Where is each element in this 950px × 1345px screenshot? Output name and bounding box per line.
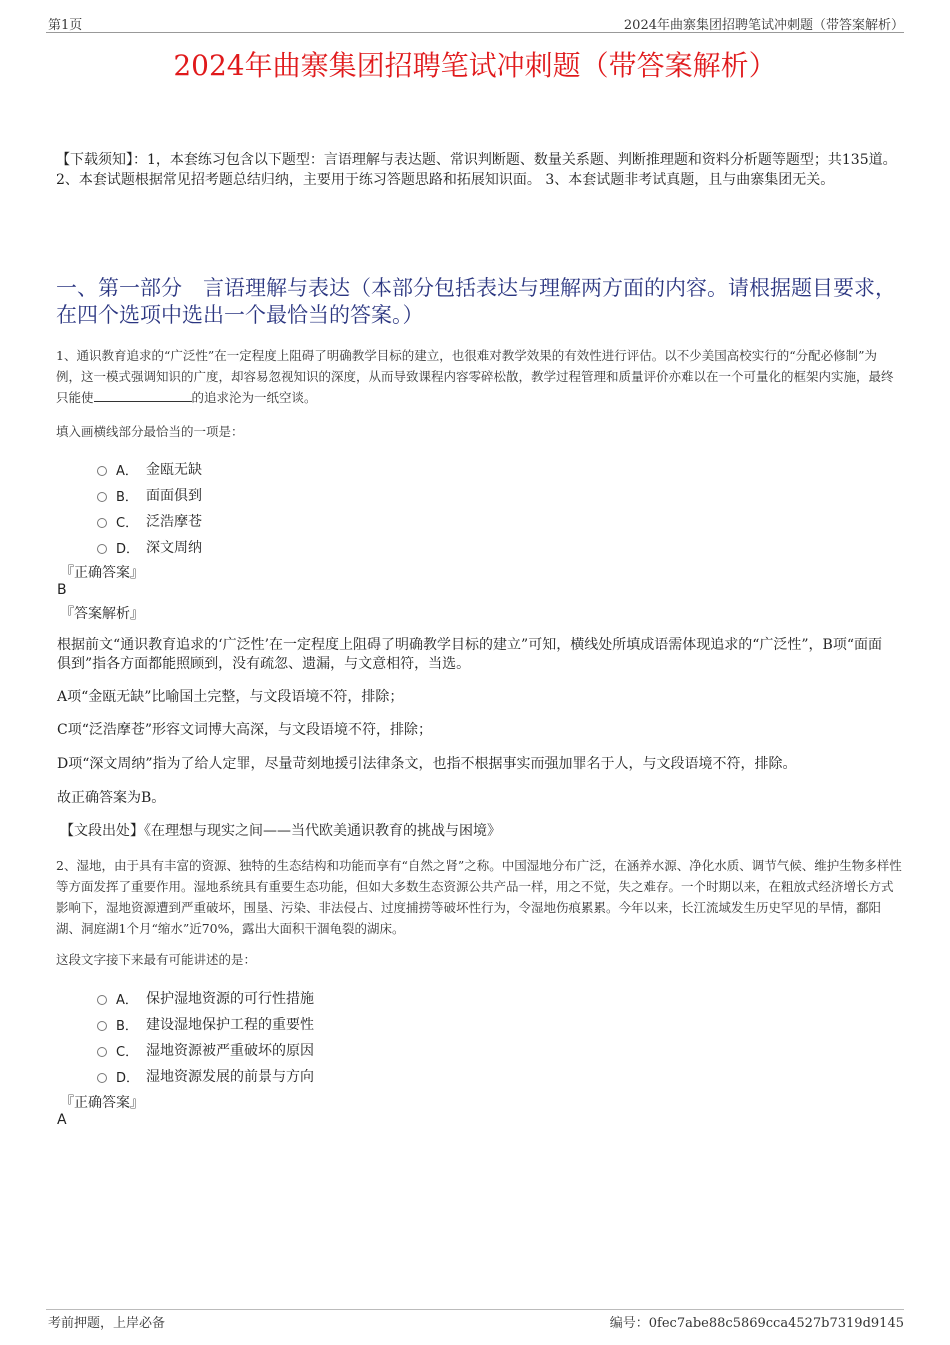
question-2-options	[97, 985, 314, 1089]
answer-value: A	[57, 1112, 67, 1128]
page-number: 第1页	[48, 18, 83, 33]
question-1-text: 1、通识教育追求的“广泛性”在一定程度上阻碍了明确教学目标的建立，也很难对教学效果的有效性进行评估。以不少美国高校实行的“分配必修制”为例，这一模式强调知识的广度，却容易忽视知识的深度，从而导致课程内容零碎松散，教学过程管理和质量评价亦难以在一个可量化的框架内实施，最终只能使	[56, 348, 894, 405]
question-1-stem	[56, 345, 902, 408]
analysis-paragraph: C项“泛浩摩苍”形容文词博大高深，与文段语境不符，排除；	[57, 722, 433, 738]
section-heading: 一、第一部分 言语理解与表达（本部分包括表达与理解两方面的内容。请根据题目要求，在四个选项中选出一个最恰当的答案。）	[56, 276, 896, 327]
question-2-prompt: 这段文字接下来最有可能讲述的是：	[56, 952, 257, 967]
radio-icon[interactable]	[97, 1047, 107, 1057]
analysis-conclusion: 故正确答案为B。	[57, 790, 166, 806]
page-title: 2024年曲寨集团招聘笔试冲刺题（带答案解析）	[173, 49, 777, 82]
radio-icon[interactable]	[97, 544, 107, 554]
radio-icon[interactable]	[97, 518, 107, 528]
fill-blank	[94, 389, 192, 402]
download-notice: 【下载须知】：1，本套练习包含以下题型：言语理解与表达题、常识判断题、数量关系题、判断推理题和资料分析题等题型；共135道。 2、本套试题根据常见招考题总结归纳，主要用于练习答题思路和拓展知识面。 3、本套试题非考试真题，且与曲寨集团无关。	[56, 152, 897, 188]
answer-label: 『正确答案』	[60, 565, 144, 581]
option-c[interactable]: C． 泛浩摩苍	[97, 508, 202, 534]
analysis-paragraph: A项“金瓯无缺”比喻国土完整，与文段语境不符，排除；	[57, 689, 404, 705]
option-d[interactable]: D． 深文周纳	[97, 534, 202, 560]
option-b[interactable]: B． 建设湿地保护工程的重要性	[97, 1011, 314, 1037]
analysis-label: 『答案解析』	[60, 606, 144, 622]
footer-slogan: 考前押题，上岸必备	[48, 1316, 166, 1331]
footer-code: 编号：0fec7abe88c5869cca4527b7319d9145	[609, 1316, 904, 1331]
answer-label: 『正确答案』	[60, 1095, 144, 1111]
footer-divider	[46, 1309, 904, 1310]
option-c[interactable]: C． 湿地资源被严重破坏的原因	[97, 1037, 314, 1063]
radio-icon[interactable]	[97, 492, 107, 502]
header-doc-title: 2024年曲寨集团招聘笔试冲刺题（带答案解析）	[623, 18, 904, 33]
option-d[interactable]: D． 湿地资源发展的前景与方向	[97, 1063, 314, 1089]
radio-icon[interactable]	[97, 1021, 107, 1031]
question-2-stem: 2、湿地，由于具有丰富的资源、独特的生态结构和功能而享有“自然之肾”之称。中国湿地分布广泛，在涵养水源、净化水质、调节气候、维护生物多样性等方面发挥了重要作用。湿地系统具有重要生态功能，但如大多数生态资源公共产品一样，用之不觉，失之难存。一个时期以来，在粗放式经济增长方式影响下，湿地资源遭到严重破坏，围垦、污染、非法侵占、过度捕捞等破坏性行为，令湿地伤痕累累。今年以来，长江流域发生历史罕见的旱情，鄱阳湖、洞庭湖1个月“缩水”近70%，露出大面积干涸龟裂的湖床。	[56, 858, 902, 936]
radio-icon[interactable]	[97, 1073, 107, 1083]
analysis-paragraph: 根据前文“通识教育追求的‘广泛性’在一定程度上阻碍了明确教学目标的建立”可知，横线处所填成语需体现追求的“广泛性”，B项“面面俱到”指各方面都能照顾到，没有疏忽、遗漏，与文意相符，当选。	[57, 637, 882, 672]
radio-icon[interactable]	[97, 995, 107, 1005]
source-citation: 【文段出处】《在理想与现实之间——当代欧美通识教育的挑战与困境》	[60, 823, 501, 839]
question-1-prompt: 填入画横线部分最恰当的一项是：	[56, 424, 244, 439]
analysis-paragraph: D项“深文周纳”指为了给人定罪，尽量苛刻地援引法律条文，也指不根据事实而强加罪名于人，与文段语境不符，排除。	[57, 756, 797, 772]
question-1-options	[97, 456, 202, 560]
header-divider	[46, 32, 904, 33]
answer-value: B	[57, 582, 67, 598]
option-a[interactable]: A． 保护湿地资源的可行性措施	[97, 985, 314, 1011]
question-1-text-end: 的追求沦为一纸空谈。	[191, 390, 317, 405]
option-b[interactable]: B． 面面俱到	[97, 482, 202, 508]
option-a[interactable]: A． 金瓯无缺	[97, 456, 202, 482]
radio-icon[interactable]	[97, 466, 107, 476]
